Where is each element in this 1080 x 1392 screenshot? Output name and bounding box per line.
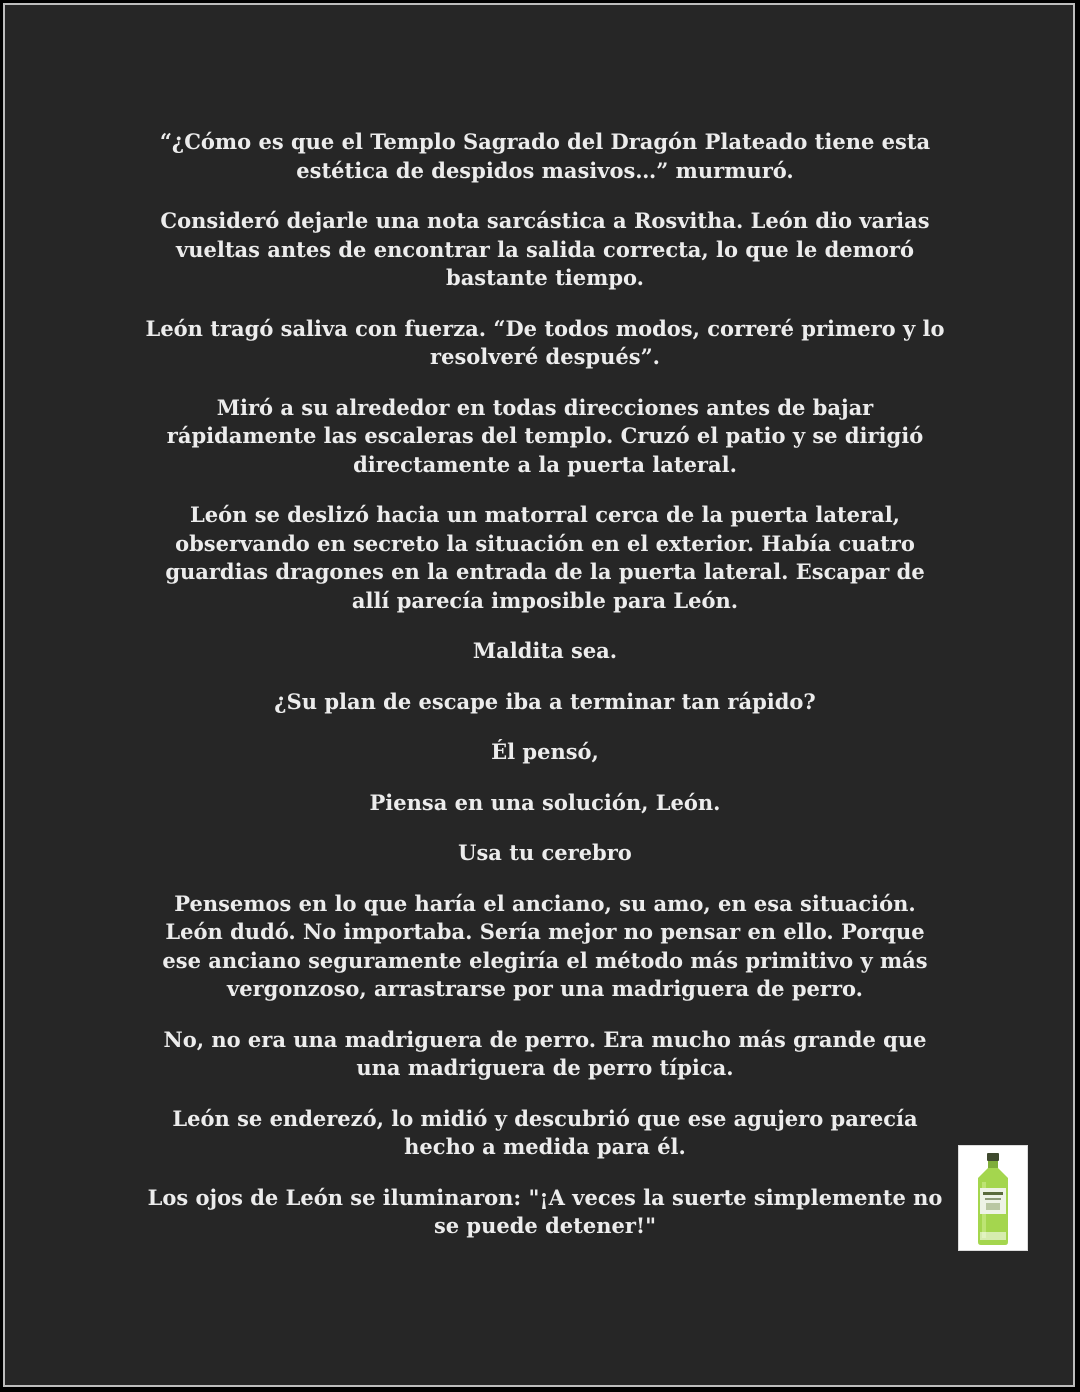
story-text	[145, 128, 945, 1263]
paragraph-9: Piensa en una solución, León.	[369, 789, 721, 815]
paragraph-3: León tragó saliva con fuerza. “De todos modos, correré primero y lo resolveré después”.	[145, 315, 945, 369]
paragraph-12: No, no era una madriguera de perro. Era mucho más grande que una madriguera de perro típica.	[163, 1026, 927, 1080]
paragraph-7: ¿Su plan de escape iba a terminar tan rápido?	[274, 688, 816, 714]
paragraph-2: Consideró dejarle una nota sarcástica a Rosvitha. León dio varias vueltas antes de encontrar la salida correcta, lo que le demoró bastante tiempo.	[160, 208, 930, 290]
paragraph-11: Pensemos en lo que haría el anciano, su amo, en esa situación. León dudó. No importaba. Sería mejor no pensar en ello. Porque ese anciano seguramente elegiría el método más primitivo y más vergonzoso, arrastrarse por una madriguera de perro.	[162, 890, 928, 1001]
paragraph-4: Miró a su alrededor en todas direcciones antes de bajar rápidamente las escaleras del templo. Cruzó el patio y se dirigió directamente a la puerta lateral.	[166, 394, 924, 477]
page-frame	[3, 3, 1075, 1387]
paragraph-6: Maldita sea.	[472, 638, 618, 663]
paragraph-13: León se enderezó, lo midió y descubrió que ese agujero parecía hecho a medida para él.	[172, 1105, 918, 1159]
bottle-thumbnail[interactable]	[958, 1145, 1028, 1251]
paragraph-14: Los ojos de León se iluminaron: "¡A veces la suerte simplemente no se puede detener!"	[147, 1184, 943, 1238]
paragraph-1: “¿Cómo es que el Templo Sagrado del Dragón Plateado tiene esta estética de despidos masivos…” murmuró.	[159, 129, 931, 183]
paragraph-8: Él pensó,	[491, 739, 599, 764]
paragraph-5: León se deslizó hacia un matorral cerca de la puerta lateral, observando en secreto la situación en el exterior. Había cuatro guardias dragones en la entrada de la puerta lateral. Escapar de allí parecía imposible para León.	[165, 502, 925, 613]
green-bottle-icon	[959, 1146, 1027, 1250]
paragraph-10: Usa tu cerebro	[458, 840, 632, 865]
